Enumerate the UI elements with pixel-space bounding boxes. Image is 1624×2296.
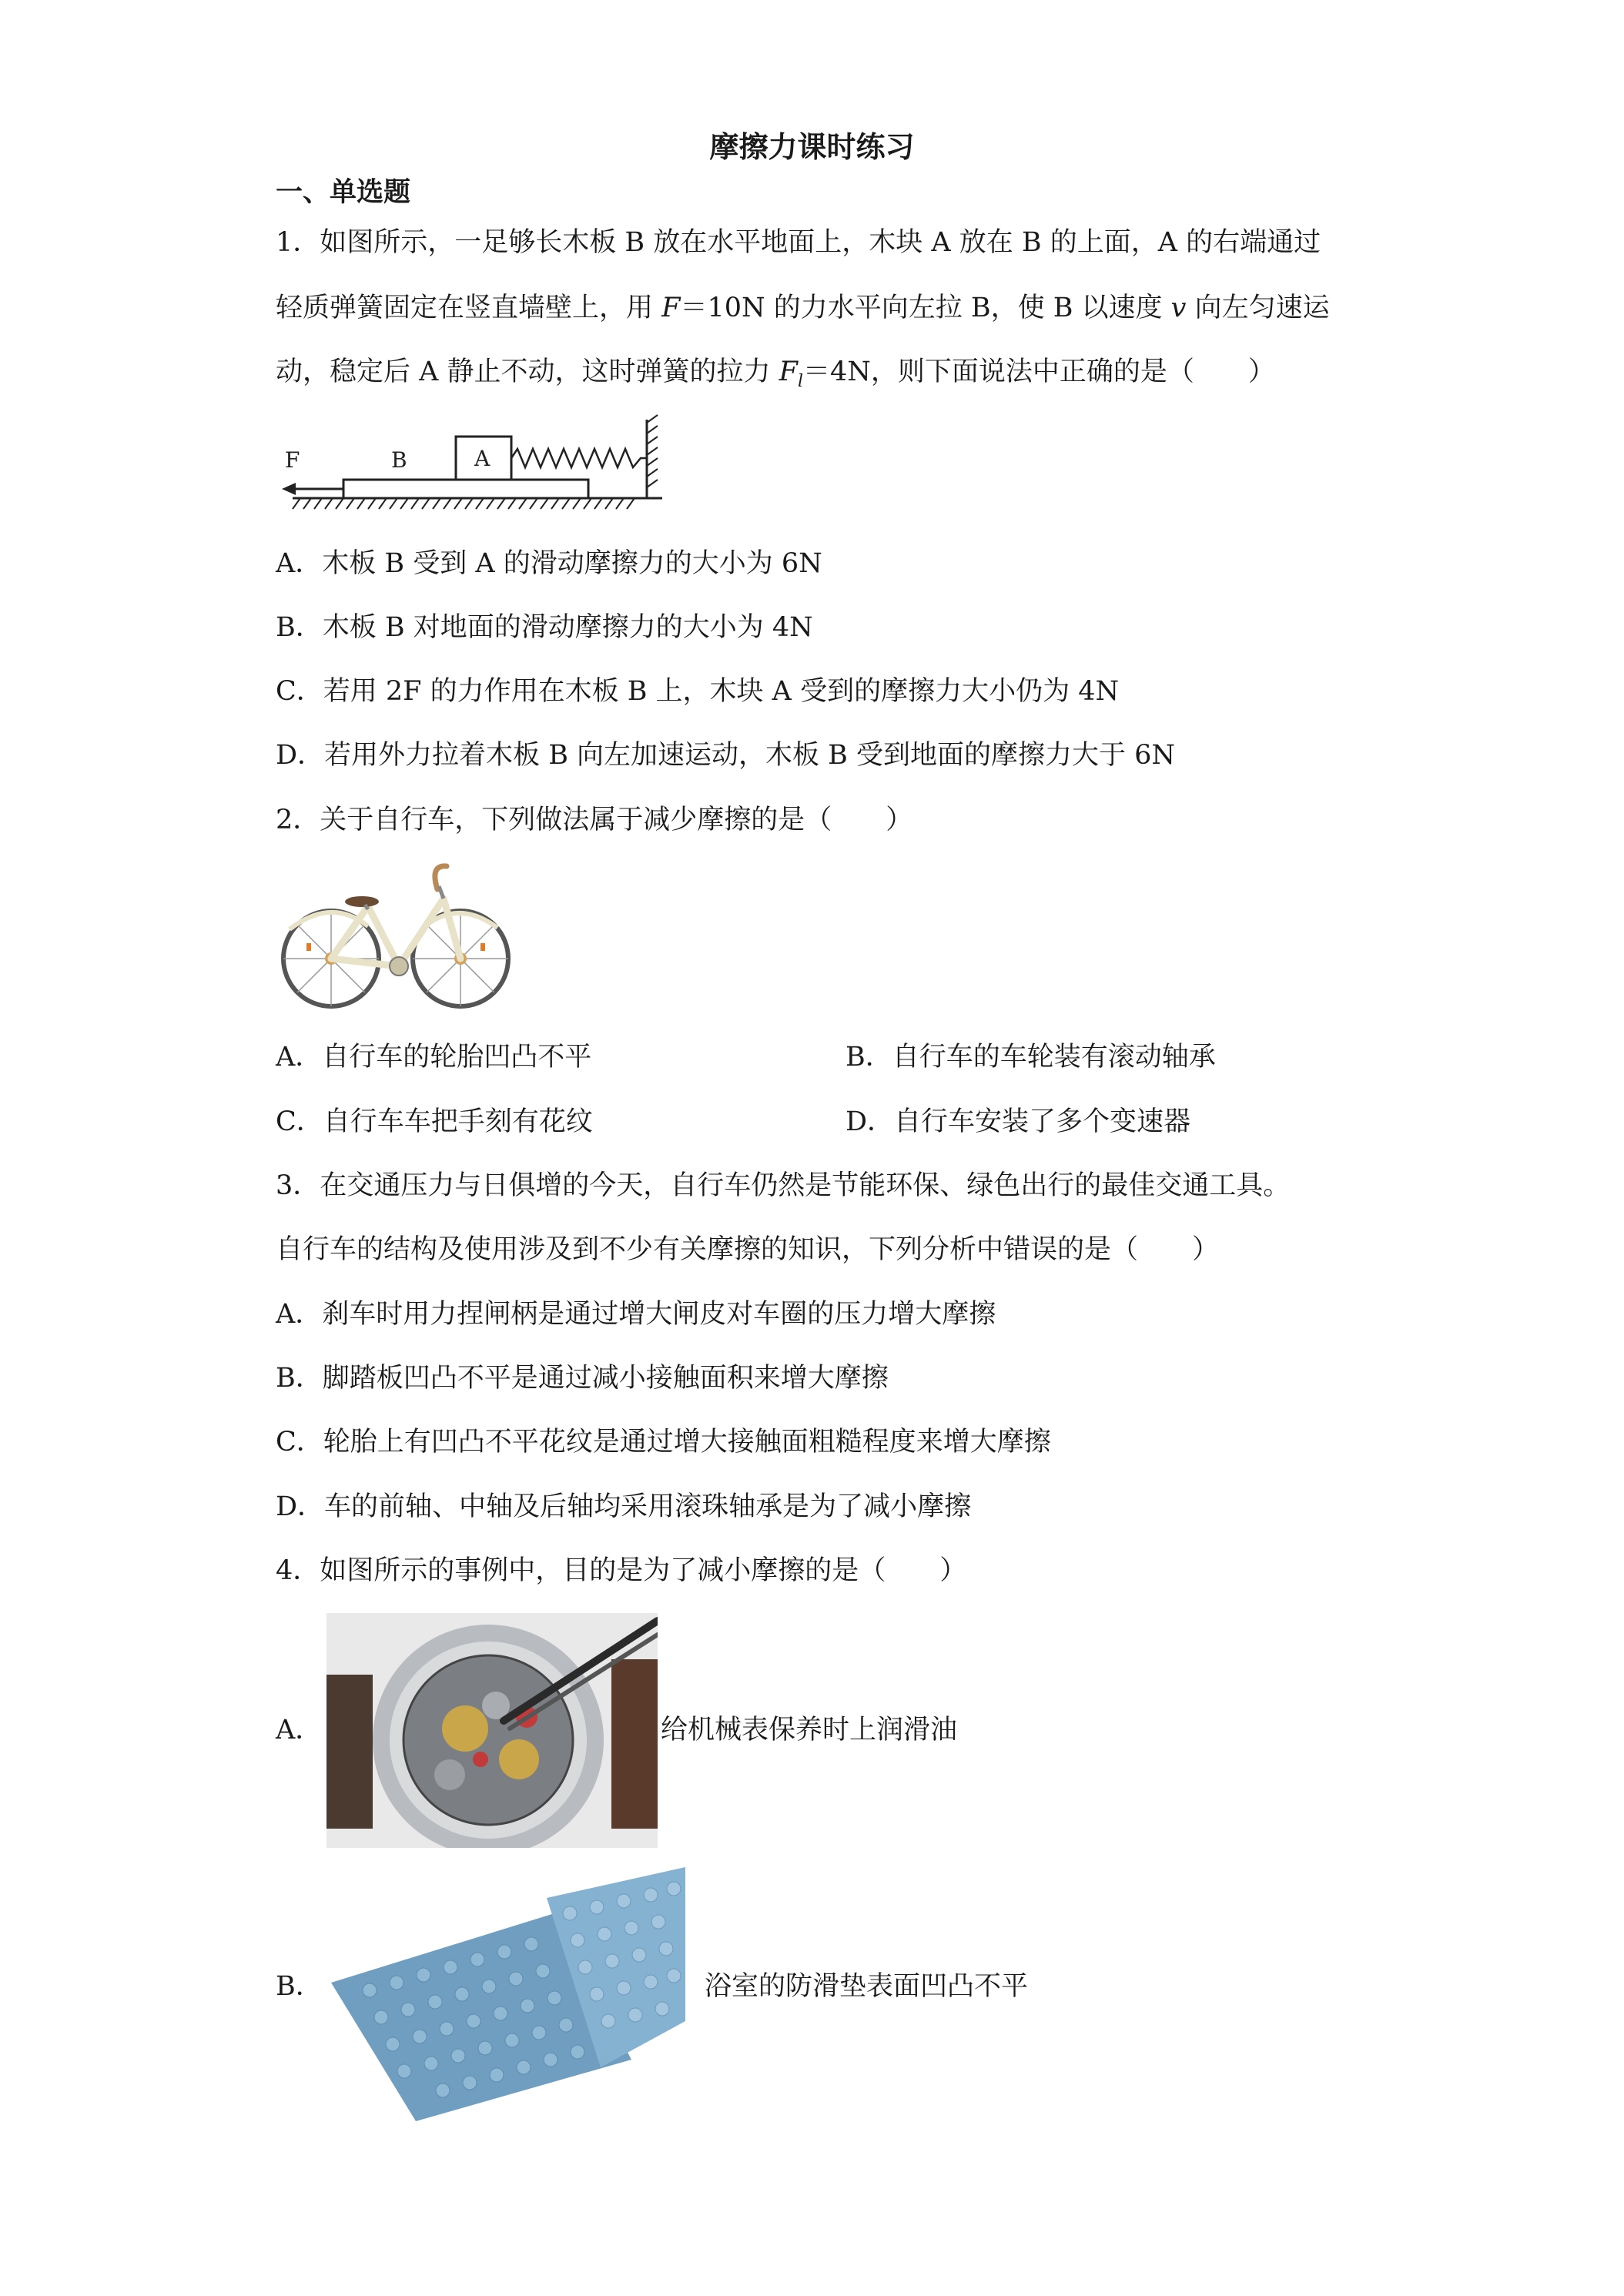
q2-option-d: D．自行车安装了多个变速器	[845, 1106, 1191, 1137]
q3-option-a: A．刹车时用力捏闸柄是通过增大闸皮对车圈的压力增大摩擦	[276, 1299, 996, 1330]
spring	[511, 449, 647, 467]
q1-stem-line1: 1．如图所示，一足够长木板 B 放在水平地面上，木块 A 放在 B 的上面，A 的右端通过	[276, 227, 1321, 258]
q1-var-f: F	[661, 293, 681, 323]
q1-stem-line2	[276, 289, 1330, 327]
q4-option-b-label: B．	[276, 1971, 323, 2002]
q4-stem: 4．如图所示的事例中，目的是为了减小摩擦的是（ ）	[276, 1555, 967, 1586]
bicycle-image	[276, 858, 514, 1016]
q1-text: 动，稳定后 A 静止不动，这时弹簧的拉力	[276, 356, 779, 387]
q3-option-c: C．轮胎上有凹凸不平花纹是通过增大接触面粗糙程度来增大摩擦	[276, 1427, 1051, 1458]
label-a: A	[474, 446, 491, 471]
q3-option-b: B．脚踏板凹凸不平是通过减小接触面积来增大摩擦	[276, 1363, 889, 1394]
q1-option-c: C．若用 2F 的力作用在木板 B 上，木块 A 受到的摩擦力大小仍为 4N	[276, 676, 1120, 707]
label-f: F	[285, 447, 300, 473]
q3-stem-line1: 3．在交通压力与日俱增的今天，自行车仍然是节能环保、绿色出行的最佳交通工具。	[276, 1170, 1291, 1201]
q1-text: 向左匀速运	[1186, 293, 1330, 323]
q1-option-b: B．木板 B 对地面的滑动摩擦力的大小为 4N	[276, 612, 813, 643]
q1-spring-block-figure	[277, 412, 678, 520]
q1-var-subscript: l	[797, 372, 803, 391]
q1-stem-line3	[276, 353, 1275, 401]
q1-text: ＝4N，则下面说法中正确的是（ ）	[803, 356, 1275, 387]
q1-var-f1: F	[779, 356, 798, 387]
q2-option-a: A．自行车的轮胎凹凸不平	[276, 1042, 592, 1073]
q3-option-d: D．车的前轴、中轴及后轴均采用滚珠轴承是为了减小摩擦	[276, 1491, 972, 1522]
q1-var-v: v	[1170, 293, 1187, 323]
bath-mat-image	[323, 1867, 693, 2121]
q4-option-a-text: 给机械表保养时上润滑油	[661, 1715, 958, 1745]
board-b	[343, 480, 588, 498]
section-heading: 一、单选题	[276, 176, 411, 208]
q1-text: 轻质弹簧固定在竖直墙壁上，用	[276, 293, 662, 323]
q4-option-a-label: A．	[276, 1715, 323, 1745]
watch-lubrication-image	[326, 1613, 658, 1848]
q2-option-c: C．自行车车把手刻有花纹	[276, 1106, 593, 1137]
q4-option-b-text: 浴室的防滑垫表面凹凸不平	[705, 1971, 1029, 2002]
q3-stem-line2: 自行车的结构及使用涉及到不少有关摩擦的知识，下列分析中错误的是（ ）	[276, 1234, 1220, 1265]
q1-option-a: A．木板 B 受到 A 的滑动摩擦力的大小为 6N	[276, 548, 822, 579]
page-title: 摩擦力课时练习	[709, 129, 915, 164]
q1-text: ＝10N 的力水平向左拉 B，使 B 以速度	[680, 293, 1171, 323]
q2-option-b: B．自行车的车轮装有滚动轴承	[845, 1042, 1216, 1073]
q1-option-d: D．若用外力拉着木板 B 向左加速运动，木板 B 受到地面的摩擦力大于 6N	[276, 740, 1176, 771]
label-b: B	[391, 447, 407, 473]
q2-stem: 2．关于自行车，下列做法属于减少摩擦的是（ ）	[276, 805, 913, 835]
